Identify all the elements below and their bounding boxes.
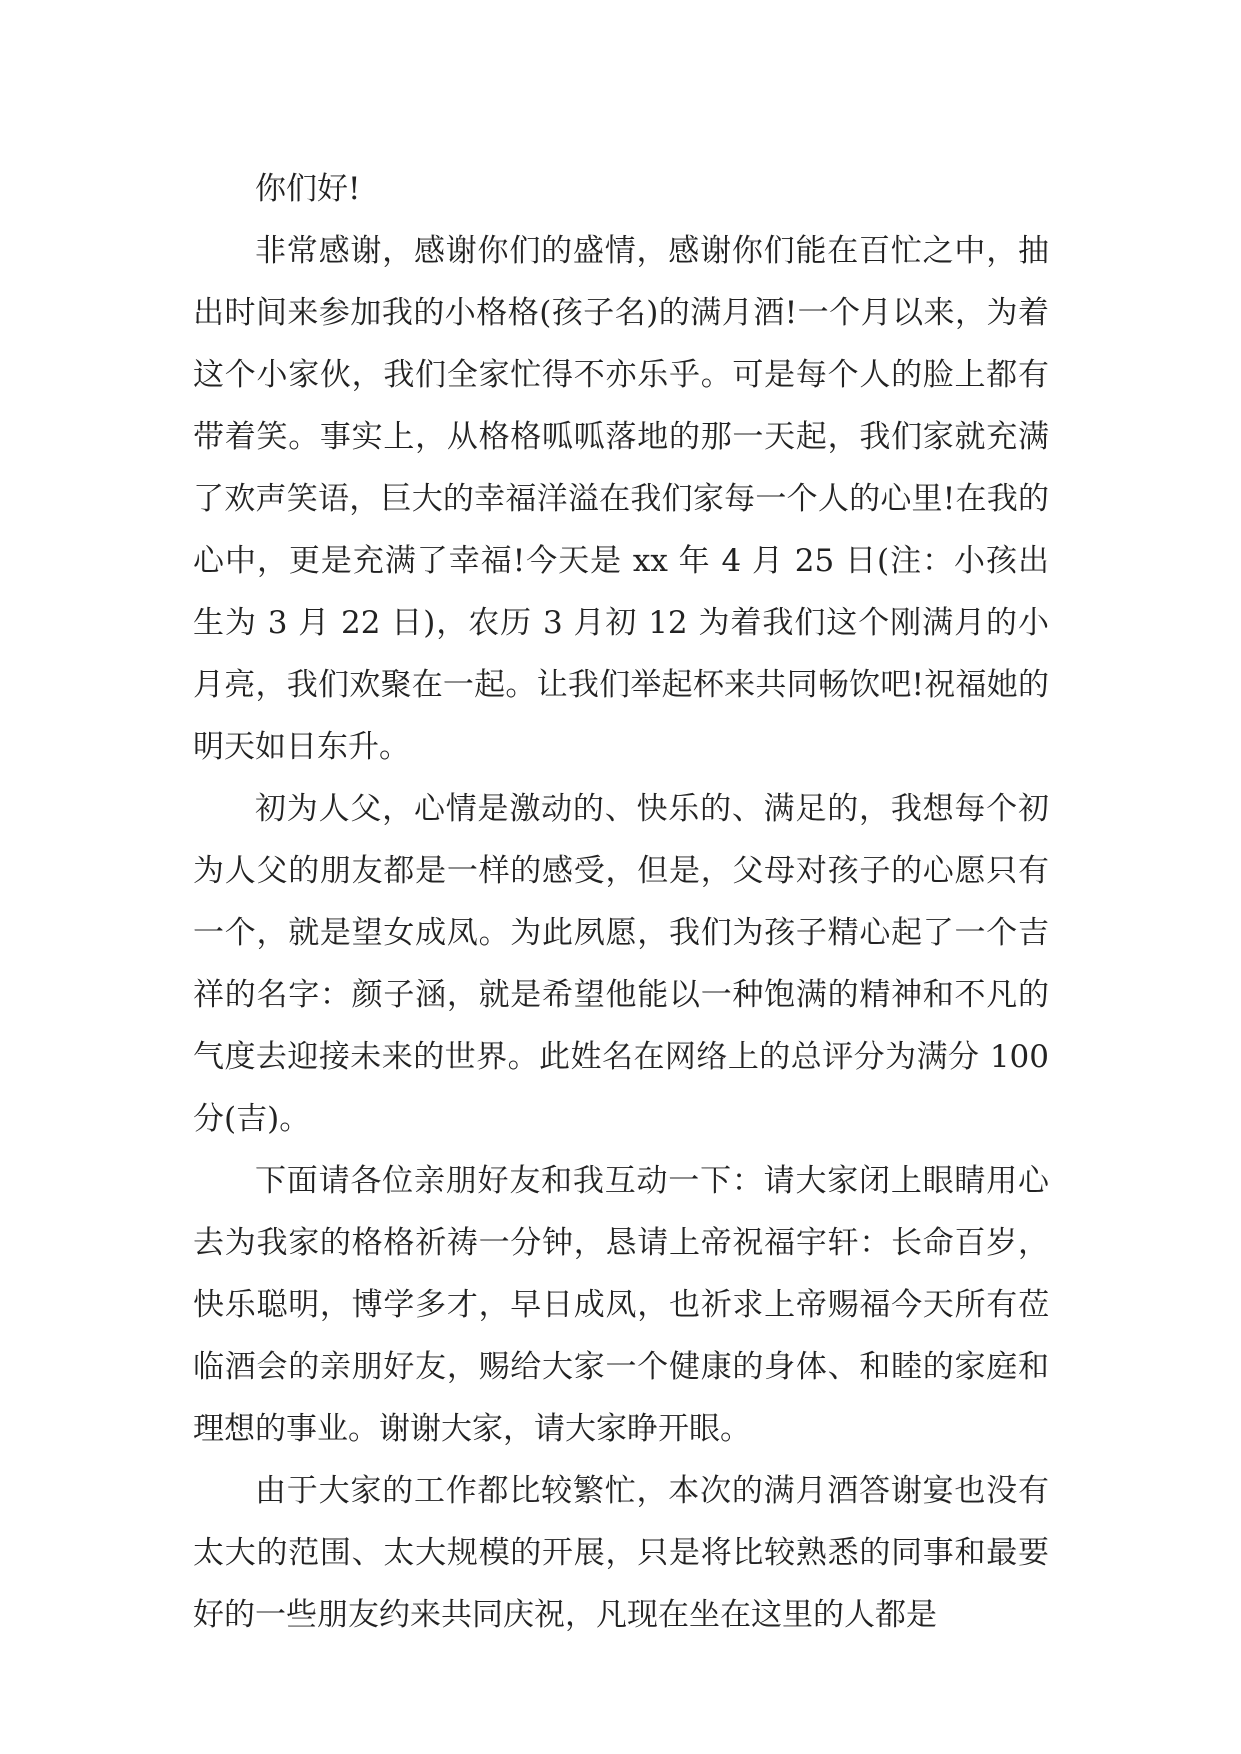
paragraph-thanks: 非常感谢，感谢你们的盛情，感谢你们能在百忙之中，抽出时间来参加我的小格格(孩子名)的满月酒!一个月以来，为着这个小家伙，我们全家忙得不亦乐乎。可是每个人的脸上都有带着笑。事实上，从格格呱呱落地的那一天起，我们家就充满了欢声笑语，巨大的幸福洋溢在我们家每一个人的心里!在我的心中，更是充满了幸福!今天是 xx 年 4 月 25 日(注：小孩出生为 3 月 22 日)，农历 3 月初 12 为着我们这个刚满月的小月亮，我们欢聚在一起。让我们举起杯来共同畅饮吧!祝福她的明天如日东升。 [193,233,1049,765]
paragraph-blessing: 下面请各位亲朋好友和我互动一下：请大家闭上眼睛用心去为我家的格格祈祷一分钟，恳请上帝祝福宇轩：长命百岁，快乐聪明，博学多才，早日成凤，也祈求上帝赐福今天所有莅临酒会的亲朋好友，赐给大家一个健康的身体、和睦的家庭和理想的事业。谢谢大家，请大家睁开眼。 [193,1163,1049,1447]
greeting-paragraph: 你们好! [255,171,361,207]
document-body [193,158,1049,1646]
paragraph-naming: 初为人父，心情是激动的、快乐的、满足的，我想每个初为人父的朋友都是一样的感受，但是，父母对孩子的心愿只有一个，就是望女成凤。为此夙愿，我们为孩子精心起了一个吉祥的名字：颜子涵，就是希望他能以一种饱满的精神和不凡的气度去迎接未来的世界。此姓名在网络上的总评分为满分 100 分(吉)。 [193,791,1049,1137]
paragraph-banquet: 由于大家的工作都比较繁忙，本次的满月酒答谢宴也没有太大的范围、太大规模的开展，只是将比较熟悉的同事和最要好的一些朋友约来共同庆祝，凡现在坐在这里的人都是 [193,1473,1049,1633]
